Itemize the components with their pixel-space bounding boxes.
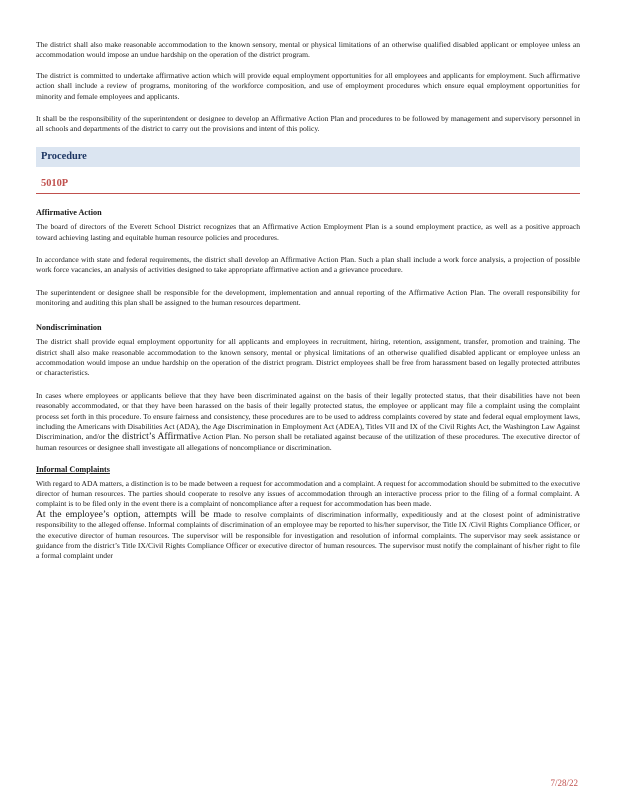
informal-paragraph-1: With regard to ADA matters, a distinction is to be made between a request for accommodation and a complaint. A request for accommodation should be submitted to the executive director of human resources. The parties should cooperate to resolve any issues of accommodation through an interactive process prior to the filing of a formal complaint. A complaint is to be filed only in the event there is a complaint of noncompliance after a request for accommodation has been made. bbox=[36, 478, 580, 509]
nondiscrimination-p2-part-a: In cases where employees or applicants believe that they have been discriminated against on the basis of their legally protected status, that their disabilities have not been reasonably accommodated, or that they have been harassed on the basis of their legally protected status, the employee or applicant may file a complaint using the complaint process set forth in this procedure. To ensure fairness and consistency, these procedures are to be used to address complaints covered by state and federal equal employment laws, including the Americans with Disabilities Act (ADA), the Age Discrimination in Employment Act (ADEA), Titles VII and IX of the Civil Rights Act, the Washington Law Against Discrimination, and/or bbox=[36, 390, 580, 442]
nondiscrimination-paragraph-1: The district shall provide equal employment opportunity for all applicants and employees in recruitment, hiring, retention, assignment, transfer, promotion and training. The district shall also make reasonable accommodation to the known sensory, mental or physical limitations of an otherwise qualified disabled applicant or employee unless an accommodation would impose an undue hardship on the operation of the district program. District employees shall be free from harassment based on legally protected attributes or characteristics. bbox=[36, 337, 580, 378]
informal-complaints-heading: Informal Complaints bbox=[36, 465, 110, 475]
affirmative-paragraph-1: The board of directors of the Everett School District recognizes that an Affirmative Action Employment Plan is a sound employment practice, as well as a positive approach toward achieving lasting and equitable human resource policies and procedures. bbox=[36, 222, 580, 242]
document-page bbox=[36, 40, 580, 562]
procedure-banner: Procedure bbox=[36, 147, 580, 167]
nondiscrimination-heading: Nondiscrimination bbox=[36, 322, 102, 332]
informal-paragraph-2 bbox=[36, 510, 580, 562]
policy-number: 5010P bbox=[36, 175, 580, 194]
intro-paragraph-responsibility: It shall be the responsibility of the superintendent or designee to develop an Affirmative Action Plan and procedures to be followed by management and supervisory personnel in all schools and departments of the district to carry out the provisions and intent of this policy. bbox=[36, 114, 580, 134]
nondiscrimination-p2-part-c: ve Action Plan. No person shall be retaliated against because of the utilization of these procedures. The executive director of human resources or designee shall investigate all allegations of noncompliance or discrimination. bbox=[36, 432, 580, 452]
informal-p2-part-b: ade to resolve complaints of discrimination informally, expeditiously and at the closest point of administrative responsibility to the alleged offense. Informal complaints of discrimination of an employee may be reported to his/her supervisor, the Title IX /Civil Rights Compliance Officer, or the executive director of human resources. The supervisor will be responsible for investigation and resolution of informal complaints. The supervisor may seek assistance or guidance from the district’s Title IX/Civil Rights Compliance Officer or executive director of human resources. The supervisor must notify the complainant of his/her right to file a formal complaint under bbox=[36, 509, 580, 561]
intro-paragraph-accommodation: The district shall also make reasonable accommodation to the known sensory, mental or physical limitations of an otherwise qualified disabled applicant or employee unless an accommodation would impose an undue hardship on the operation of the district program. bbox=[36, 40, 580, 60]
informal-p2-part-a: At the employee’s option, attempts will be m bbox=[36, 508, 221, 520]
affirmative-paragraph-2: In accordance with state and federal requirements, the district shall develop an Affirmative Action Plan. Such a plan shall include a work force analysis, a projection of possible work force vacancies, an analysis of activities designed to take appropriate affirmative action and a grievance procedure. bbox=[36, 255, 580, 275]
intro-paragraph-affirmative-commitment: The district is committed to undertake affirmative action which will provide equal employment opportunities for all employees and applicants for employment. Such affirmative action shall include a review of programs, monitoring of the workforce composition, and use of employment procedures which ensure equal employment opportunities for minority and female employees and applicants. bbox=[36, 70, 580, 101]
nondiscrimination-p2-part-b: the district’s Affirmati bbox=[107, 431, 194, 443]
affirmative-action-heading: Affirmative Action bbox=[36, 207, 102, 217]
footer-date: 7/28/22 bbox=[550, 778, 578, 788]
affirmative-paragraph-3: The superintendent or designee shall be responsible for the development, implementation and annual reporting of the Affirmative Action Plan. The overall responsibility for monitoring and auditing this plan shall be assigned to the human resources department. bbox=[36, 287, 580, 308]
nondiscrimination-paragraph-2 bbox=[36, 391, 580, 453]
